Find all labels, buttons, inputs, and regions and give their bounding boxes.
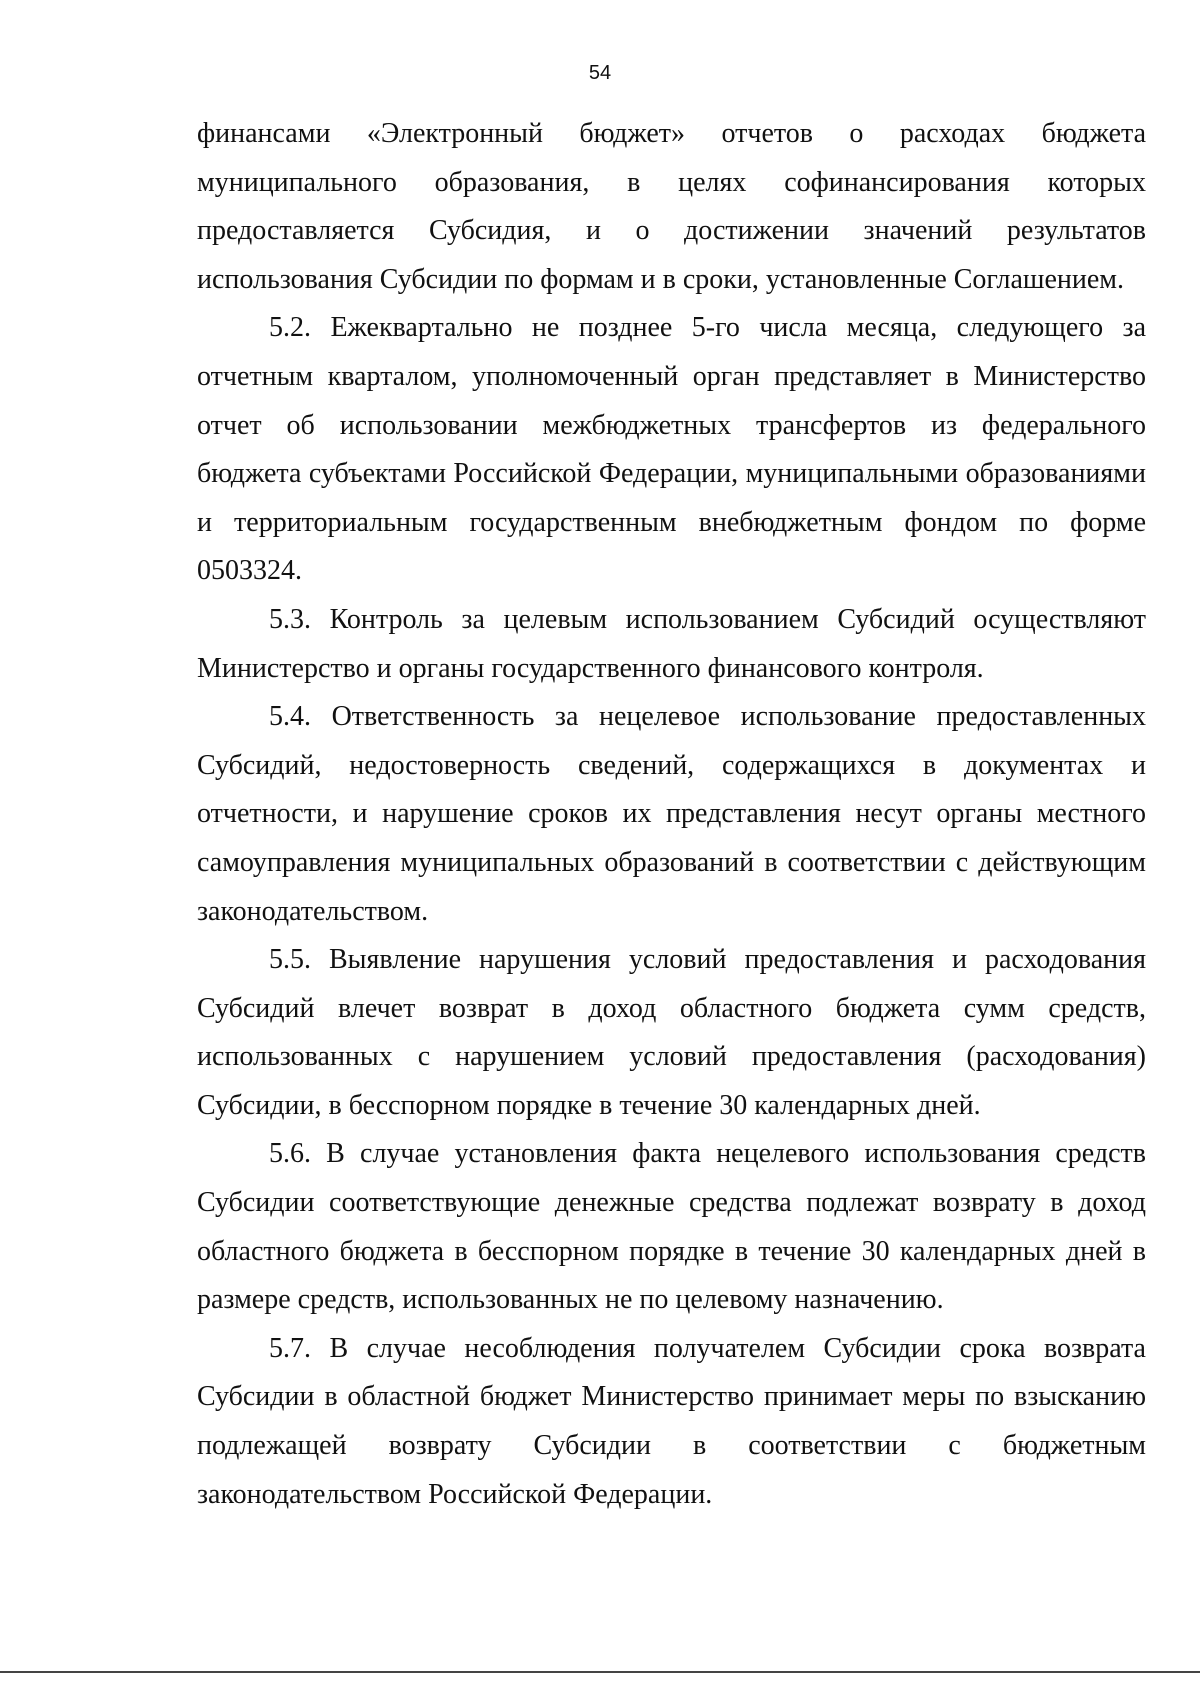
paragraph-5-7: 5.7. В случае несоблюдения получателем Субсидии срока возврата Субсидии в областной бюджет Министерство принимает меры по взысканию подлежащей возврату Субсидии в соответствии с бюджетным законодательством Российской Федерации.: [197, 1332, 1146, 1510]
paragraph-5-6: 5.6. В случае установления факта нецелевого использования средств Субсидии соответствующие денежные средства подлежат возврату в доход областного бюджета в бесспорном порядке в течение 30 календарных дней в размере средств, использованных не по целевому назначению.: [197, 1138, 1146, 1316]
paragraph-5-3: 5.3. Контроль за целевым использованием Субсидий осуществляют Министерство и органы государственного финансового контроля.: [197, 603, 1146, 684]
document-body: [197, 110, 1146, 1519]
paragraph-continuation: финансами «Электронный бюджет» отчетов о расходах бюджета муниципального образования, в целях софинансирования которых предоставляется Субсидия, и о достижении значений результатов использования Субсидии по формам и в сроки, установленные Соглашением.: [197, 118, 1146, 295]
paragraph-5-4: 5.4. Ответственность за нецелевое использование предоставленных Субсидий, недостоверность сведений, содержащихся в документах и отчетности, и нарушение сроков их представления несут органы местного самоуправления муниципальных образований в соответствии с действующим законодательством.: [197, 701, 1146, 927]
paragraph-5-5: 5.5. Выявление нарушения условий предоставления и расходования Субсидий влечет возврат в доход областного бюджета сумм средств, использованных с нарушением условий предоставления (расходования) Субсидии, в бесспорном порядке в течение 30 календарных дней.: [197, 944, 1146, 1121]
paragraph-5-2: 5.2. Ежеквартально не позднее 5-го числа месяца, следующего за отчетным кварталом, уполномоченный орган представляет в Министерство отчет об использовании межбюджетных трансфертов из федерального бюджета субъектами Российской Федерации, муниципальными образованиями и территориальным государственным внебюджетным фондом по форме 0503324.: [197, 312, 1146, 587]
page-number: 54: [588, 62, 612, 84]
footer-divider: [0, 1671, 1200, 1673]
